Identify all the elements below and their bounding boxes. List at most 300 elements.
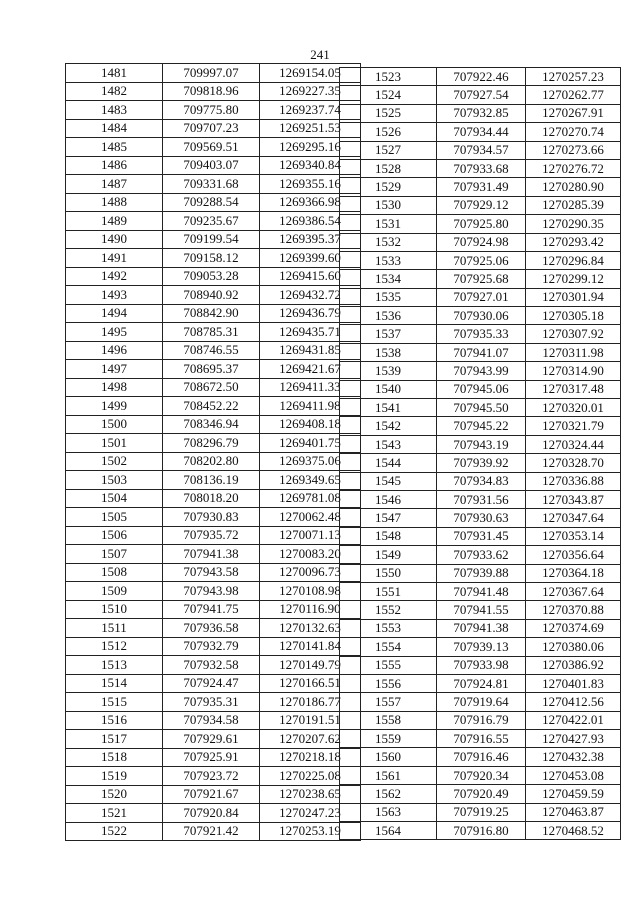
y-coordinate-cell: 1270262.77 — [526, 86, 621, 104]
point-number-cell: 1502 — [66, 452, 163, 471]
y-coordinate-cell: 1270468.52 — [526, 822, 621, 840]
y-coordinate-cell: 1269366.98 — [260, 193, 361, 212]
y-coordinate-cell: 1270247.23 — [260, 804, 361, 823]
y-coordinate-cell: 1269227.35 — [260, 82, 361, 101]
table-row — [66, 804, 361, 823]
y-coordinate-cell: 1270311.98 — [526, 343, 621, 361]
x-coordinate-cell: 707943.19 — [437, 435, 526, 453]
table-row — [66, 471, 361, 490]
table-row — [66, 619, 361, 638]
point-number-cell: 1494 — [66, 304, 163, 323]
y-coordinate-cell: 1270374.69 — [526, 619, 621, 637]
point-number-cell: 1514 — [66, 674, 163, 693]
y-coordinate-cell: 1270299.12 — [526, 270, 621, 288]
table-row — [66, 101, 361, 120]
x-coordinate-cell: 707916.80 — [437, 822, 526, 840]
point-number-cell: 1550 — [340, 564, 437, 582]
point-number-cell: 1525 — [340, 104, 437, 122]
table-row — [340, 325, 621, 343]
table-row — [66, 397, 361, 416]
y-coordinate-cell: 1270116.90 — [260, 600, 361, 619]
y-coordinate-cell: 1269349.65 — [260, 471, 361, 490]
x-coordinate-cell: 707939.88 — [437, 564, 526, 582]
point-number-cell: 1490 — [66, 230, 163, 249]
x-coordinate-cell: 707933.62 — [437, 546, 526, 564]
x-coordinate-cell: 707925.80 — [437, 215, 526, 233]
x-coordinate-cell: 709288.54 — [163, 193, 260, 212]
y-coordinate-cell: 1270314.90 — [526, 362, 621, 380]
x-coordinate-cell: 708136.19 — [163, 471, 260, 490]
table-row — [66, 193, 361, 212]
x-coordinate-cell: 707943.58 — [163, 563, 260, 582]
point-number-cell: 1552 — [340, 601, 437, 619]
x-coordinate-cell: 707941.55 — [437, 601, 526, 619]
y-coordinate-cell: 1270285.39 — [526, 196, 621, 214]
y-coordinate-cell: 1270166.51 — [260, 674, 361, 693]
x-coordinate-cell: 707932.58 — [163, 656, 260, 675]
point-number-cell: 1500 — [66, 415, 163, 434]
table-row — [340, 509, 621, 527]
x-coordinate-cell: 707930.06 — [437, 307, 526, 325]
x-coordinate-cell: 707920.49 — [437, 785, 526, 803]
x-coordinate-cell: 708785.31 — [163, 323, 260, 342]
point-number-cell: 1547 — [340, 509, 437, 527]
x-coordinate-cell: 707930.83 — [163, 508, 260, 527]
x-coordinate-cell: 707921.67 — [163, 785, 260, 804]
point-number-cell: 1564 — [340, 822, 437, 840]
table-row — [66, 64, 361, 83]
point-number-cell: 1540 — [340, 380, 437, 398]
table-row — [340, 141, 621, 159]
y-coordinate-cell: 1270257.23 — [526, 68, 621, 86]
x-coordinate-cell: 707945.06 — [437, 380, 526, 398]
table-row — [340, 380, 621, 398]
point-number-cell: 1539 — [340, 362, 437, 380]
y-coordinate-cell: 1270336.88 — [526, 472, 621, 490]
x-coordinate-cell: 709199.54 — [163, 230, 260, 249]
x-coordinate-cell: 707936.58 — [163, 619, 260, 638]
point-number-cell: 1542 — [340, 417, 437, 435]
table-row — [340, 288, 621, 306]
y-coordinate-cell: 1270108.98 — [260, 582, 361, 601]
table-row — [66, 175, 361, 194]
table-row — [340, 730, 621, 748]
y-coordinate-cell: 1270238.65 — [260, 785, 361, 804]
x-coordinate-cell: 707925.06 — [437, 251, 526, 269]
y-coordinate-cell: 1270301.94 — [526, 288, 621, 306]
y-coordinate-cell: 1270328.70 — [526, 454, 621, 472]
point-number-cell: 1487 — [66, 175, 163, 194]
y-coordinate-cell: 1270401.83 — [526, 674, 621, 692]
x-coordinate-cell: 707920.34 — [437, 766, 526, 784]
point-number-cell: 1560 — [340, 748, 437, 766]
table-row — [66, 563, 361, 582]
point-number-cell: 1562 — [340, 785, 437, 803]
x-coordinate-cell: 709331.68 — [163, 175, 260, 194]
x-coordinate-cell: 707921.42 — [163, 822, 260, 841]
x-coordinate-cell: 707941.48 — [437, 582, 526, 600]
point-number-cell: 1505 — [66, 508, 163, 527]
y-coordinate-cell: 1270253.19 — [260, 822, 361, 841]
y-coordinate-cell: 1270267.91 — [526, 104, 621, 122]
y-coordinate-cell: 1269154.05 — [260, 64, 361, 83]
y-coordinate-cell: 1269340.84 — [260, 156, 361, 175]
point-number-cell: 1534 — [340, 270, 437, 288]
coordinates-table-right-body — [340, 68, 621, 840]
y-coordinate-cell: 1270427.93 — [526, 730, 621, 748]
y-coordinate-cell: 1270305.18 — [526, 307, 621, 325]
y-coordinate-cell: 1270353.14 — [526, 527, 621, 545]
point-number-cell: 1546 — [340, 490, 437, 508]
point-number-cell: 1516 — [66, 711, 163, 730]
x-coordinate-cell: 708695.37 — [163, 360, 260, 379]
point-number-cell: 1558 — [340, 711, 437, 729]
table-row — [66, 82, 361, 101]
table-row — [66, 545, 361, 564]
x-coordinate-cell: 707934.57 — [437, 141, 526, 159]
y-coordinate-cell: 1270386.92 — [526, 656, 621, 674]
x-coordinate-cell: 707927.54 — [437, 86, 526, 104]
table-row — [340, 638, 621, 656]
y-coordinate-cell: 1270364.18 — [526, 564, 621, 582]
x-coordinate-cell: 707941.38 — [437, 619, 526, 637]
x-coordinate-cell: 708940.92 — [163, 286, 260, 305]
table-row — [66, 822, 361, 841]
table-row — [66, 693, 361, 712]
point-number-cell: 1501 — [66, 434, 163, 453]
point-number-cell: 1519 — [66, 767, 163, 786]
point-number-cell: 1513 — [66, 656, 163, 675]
point-number-cell: 1553 — [340, 619, 437, 637]
x-coordinate-cell: 707916.55 — [437, 730, 526, 748]
y-coordinate-cell: 1270412.56 — [526, 693, 621, 711]
x-coordinate-cell: 707935.72 — [163, 526, 260, 545]
point-number-cell: 1559 — [340, 730, 437, 748]
y-coordinate-cell: 1270071.13 — [260, 526, 361, 545]
x-coordinate-cell: 707945.50 — [437, 399, 526, 417]
table-row — [66, 674, 361, 693]
y-coordinate-cell: 1269431.85 — [260, 341, 361, 360]
table-row — [340, 86, 621, 104]
y-coordinate-cell: 1270207.62 — [260, 730, 361, 749]
point-number-cell: 1551 — [340, 582, 437, 600]
x-coordinate-cell: 709235.67 — [163, 212, 260, 231]
x-coordinate-cell: 707935.33 — [437, 325, 526, 343]
table-row — [66, 656, 361, 675]
point-number-cell: 1529 — [340, 178, 437, 196]
x-coordinate-cell: 709158.12 — [163, 249, 260, 268]
y-coordinate-cell: 1269411.33 — [260, 378, 361, 397]
y-coordinate-cell: 1269386.54 — [260, 212, 361, 231]
y-coordinate-cell: 1269435.71 — [260, 323, 361, 342]
table-row — [66, 452, 361, 471]
x-coordinate-cell: 707939.13 — [437, 638, 526, 656]
table-row — [340, 546, 621, 564]
table-row — [340, 766, 621, 784]
x-coordinate-cell: 708452.22 — [163, 397, 260, 416]
y-coordinate-cell: 1270422.01 — [526, 711, 621, 729]
table-row — [340, 711, 621, 729]
y-coordinate-cell: 1270347.64 — [526, 509, 621, 527]
table-row — [340, 748, 621, 766]
x-coordinate-cell: 707934.58 — [163, 711, 260, 730]
y-coordinate-cell: 1269237.74 — [260, 101, 361, 120]
table-row — [66, 489, 361, 508]
table-row — [66, 249, 361, 268]
x-coordinate-cell: 708202.80 — [163, 452, 260, 471]
point-number-cell: 1563 — [340, 803, 437, 821]
x-coordinate-cell: 707920.84 — [163, 804, 260, 823]
point-number-cell: 1495 — [66, 323, 163, 342]
x-coordinate-cell: 709569.51 — [163, 138, 260, 157]
table-row — [66, 304, 361, 323]
y-coordinate-cell: 1270083.20 — [260, 545, 361, 564]
point-number-cell: 1543 — [340, 435, 437, 453]
y-coordinate-cell: 1269415.60 — [260, 267, 361, 286]
y-coordinate-cell: 1270270.74 — [526, 123, 621, 141]
point-number-cell: 1485 — [66, 138, 163, 157]
y-coordinate-cell: 1269395.37 — [260, 230, 361, 249]
table-row — [66, 212, 361, 231]
y-coordinate-cell: 1270141.84 — [260, 637, 361, 656]
x-coordinate-cell: 707919.64 — [437, 693, 526, 711]
y-coordinate-cell: 1269251.53 — [260, 119, 361, 138]
table-row — [340, 619, 621, 637]
y-coordinate-cell: 1269355.16 — [260, 175, 361, 194]
table-row — [66, 582, 361, 601]
y-coordinate-cell: 1270459.59 — [526, 785, 621, 803]
y-coordinate-cell: 1270356.64 — [526, 546, 621, 564]
x-coordinate-cell: 707943.98 — [163, 582, 260, 601]
y-coordinate-cell: 1270453.08 — [526, 766, 621, 784]
x-coordinate-cell: 707927.01 — [437, 288, 526, 306]
x-coordinate-cell: 707941.38 — [163, 545, 260, 564]
table-row — [340, 785, 621, 803]
table-row — [66, 711, 361, 730]
y-coordinate-cell: 1270367.64 — [526, 582, 621, 600]
point-number-cell: 1532 — [340, 233, 437, 251]
x-coordinate-cell: 708672.50 — [163, 378, 260, 397]
y-coordinate-cell: 1270218.18 — [260, 748, 361, 767]
table-row — [340, 215, 621, 233]
x-coordinate-cell: 708018.20 — [163, 489, 260, 508]
point-number-cell: 1511 — [66, 619, 163, 638]
point-number-cell: 1493 — [66, 286, 163, 305]
x-coordinate-cell: 707924.47 — [163, 674, 260, 693]
table-row — [66, 415, 361, 434]
y-coordinate-cell: 1270096.73 — [260, 563, 361, 582]
y-coordinate-cell: 1270280.90 — [526, 178, 621, 196]
table-row — [340, 159, 621, 177]
y-coordinate-cell: 1270324.44 — [526, 435, 621, 453]
table-row — [340, 601, 621, 619]
coordinates-table-left-body — [66, 64, 361, 841]
table-row — [340, 417, 621, 435]
table-row — [340, 435, 621, 453]
x-coordinate-cell: 709997.07 — [163, 64, 260, 83]
table-row — [340, 803, 621, 821]
y-coordinate-cell: 1270320.01 — [526, 399, 621, 417]
x-coordinate-cell: 709775.80 — [163, 101, 260, 120]
x-coordinate-cell: 707931.45 — [437, 527, 526, 545]
y-coordinate-cell: 1269411.98 — [260, 397, 361, 416]
point-number-cell: 1509 — [66, 582, 163, 601]
point-number-cell: 1518 — [66, 748, 163, 767]
x-coordinate-cell: 707929.61 — [163, 730, 260, 749]
point-number-cell: 1496 — [66, 341, 163, 360]
table-row — [66, 267, 361, 286]
point-number-cell: 1545 — [340, 472, 437, 490]
point-number-cell: 1524 — [340, 86, 437, 104]
point-number-cell: 1484 — [66, 119, 163, 138]
y-coordinate-cell: 1269401.75 — [260, 434, 361, 453]
y-coordinate-cell: 1270380.06 — [526, 638, 621, 656]
point-number-cell: 1548 — [340, 527, 437, 545]
point-number-cell: 1523 — [340, 68, 437, 86]
x-coordinate-cell: 708842.90 — [163, 304, 260, 323]
table-row — [66, 341, 361, 360]
table-row — [340, 343, 621, 361]
point-number-cell: 1536 — [340, 307, 437, 325]
y-coordinate-cell: 1270191.51 — [260, 711, 361, 730]
x-coordinate-cell: 707932.85 — [437, 104, 526, 122]
point-number-cell: 1549 — [340, 546, 437, 564]
point-number-cell: 1508 — [66, 563, 163, 582]
table-row — [66, 434, 361, 453]
y-coordinate-cell: 1270273.66 — [526, 141, 621, 159]
y-coordinate-cell: 1270307.92 — [526, 325, 621, 343]
y-coordinate-cell: 1270293.42 — [526, 233, 621, 251]
table-row — [66, 637, 361, 656]
point-number-cell: 1491 — [66, 249, 163, 268]
x-coordinate-cell: 707934.44 — [437, 123, 526, 141]
x-coordinate-cell: 707916.46 — [437, 748, 526, 766]
table-row — [66, 508, 361, 527]
y-coordinate-cell: 1269781.08 — [260, 489, 361, 508]
table-row — [340, 564, 621, 582]
coordinates-table-left — [65, 63, 361, 841]
y-coordinate-cell: 1270132.63 — [260, 619, 361, 638]
point-number-cell: 1488 — [66, 193, 163, 212]
x-coordinate-cell: 709053.28 — [163, 267, 260, 286]
y-coordinate-cell: 1270317.48 — [526, 380, 621, 398]
point-number-cell: 1557 — [340, 693, 437, 711]
point-number-cell: 1515 — [66, 693, 163, 712]
table-row — [340, 693, 621, 711]
x-coordinate-cell: 707923.72 — [163, 767, 260, 786]
y-coordinate-cell: 1269375.06 — [260, 452, 361, 471]
point-number-cell: 1554 — [340, 638, 437, 656]
x-coordinate-cell: 707930.63 — [437, 509, 526, 527]
table-row — [340, 196, 621, 214]
table-row — [66, 119, 361, 138]
y-coordinate-cell: 1270149.79 — [260, 656, 361, 675]
x-coordinate-cell: 708296.79 — [163, 434, 260, 453]
point-number-cell: 1555 — [340, 656, 437, 674]
x-coordinate-cell: 707916.79 — [437, 711, 526, 729]
x-coordinate-cell: 707941.07 — [437, 343, 526, 361]
point-number-cell: 1512 — [66, 637, 163, 656]
point-number-cell: 1492 — [66, 267, 163, 286]
table-row — [66, 730, 361, 749]
table-row — [66, 526, 361, 545]
x-coordinate-cell: 707945.22 — [437, 417, 526, 435]
point-number-cell: 1481 — [66, 64, 163, 83]
page-number: 241 — [310, 47, 330, 62]
point-number-cell: 1510 — [66, 600, 163, 619]
point-number-cell: 1517 — [66, 730, 163, 749]
point-number-cell: 1541 — [340, 399, 437, 417]
point-number-cell: 1504 — [66, 489, 163, 508]
y-coordinate-cell: 1270432.38 — [526, 748, 621, 766]
table-row — [66, 748, 361, 767]
y-coordinate-cell: 1269436.79 — [260, 304, 361, 323]
x-coordinate-cell: 707924.81 — [437, 674, 526, 692]
y-coordinate-cell: 1270062.48 — [260, 508, 361, 527]
point-number-cell: 1486 — [66, 156, 163, 175]
point-number-cell: 1533 — [340, 251, 437, 269]
y-coordinate-cell: 1270225.08 — [260, 767, 361, 786]
y-coordinate-cell: 1269295.16 — [260, 138, 361, 157]
x-coordinate-cell: 707933.98 — [437, 656, 526, 674]
table-row — [340, 490, 621, 508]
table-row — [66, 600, 361, 619]
x-coordinate-cell: 707932.79 — [163, 637, 260, 656]
table-row — [340, 399, 621, 417]
point-number-cell: 1538 — [340, 343, 437, 361]
x-coordinate-cell: 707935.31 — [163, 693, 260, 712]
point-number-cell: 1561 — [340, 766, 437, 784]
point-number-cell: 1528 — [340, 159, 437, 177]
table-row — [66, 138, 361, 157]
x-coordinate-cell: 707924.98 — [437, 233, 526, 251]
table-row — [340, 307, 621, 325]
point-number-cell: 1489 — [66, 212, 163, 231]
table-row — [340, 362, 621, 380]
table-row — [340, 178, 621, 196]
x-coordinate-cell: 707931.49 — [437, 178, 526, 196]
point-number-cell: 1520 — [66, 785, 163, 804]
table-row — [340, 656, 621, 674]
point-number-cell: 1537 — [340, 325, 437, 343]
x-coordinate-cell: 707934.83 — [437, 472, 526, 490]
table-row — [340, 674, 621, 692]
table-row — [340, 123, 621, 141]
table-row — [66, 360, 361, 379]
x-coordinate-cell: 707922.46 — [437, 68, 526, 86]
table-row — [340, 251, 621, 269]
y-coordinate-cell: 1269421.67 — [260, 360, 361, 379]
table-row — [66, 156, 361, 175]
x-coordinate-cell: 707943.99 — [437, 362, 526, 380]
x-coordinate-cell: 707941.75 — [163, 600, 260, 619]
x-coordinate-cell: 709707.23 — [163, 119, 260, 138]
x-coordinate-cell: 707925.68 — [437, 270, 526, 288]
table-row — [66, 785, 361, 804]
table-row — [340, 454, 621, 472]
y-coordinate-cell: 1270370.88 — [526, 601, 621, 619]
y-coordinate-cell: 1269432.72 — [260, 286, 361, 305]
table-row — [340, 270, 621, 288]
table-row — [340, 233, 621, 251]
table-row — [66, 286, 361, 305]
point-number-cell: 1507 — [66, 545, 163, 564]
x-coordinate-cell: 707931.56 — [437, 490, 526, 508]
table-row — [340, 104, 621, 122]
table-row — [340, 822, 621, 840]
x-coordinate-cell: 707933.68 — [437, 159, 526, 177]
table-row — [340, 582, 621, 600]
